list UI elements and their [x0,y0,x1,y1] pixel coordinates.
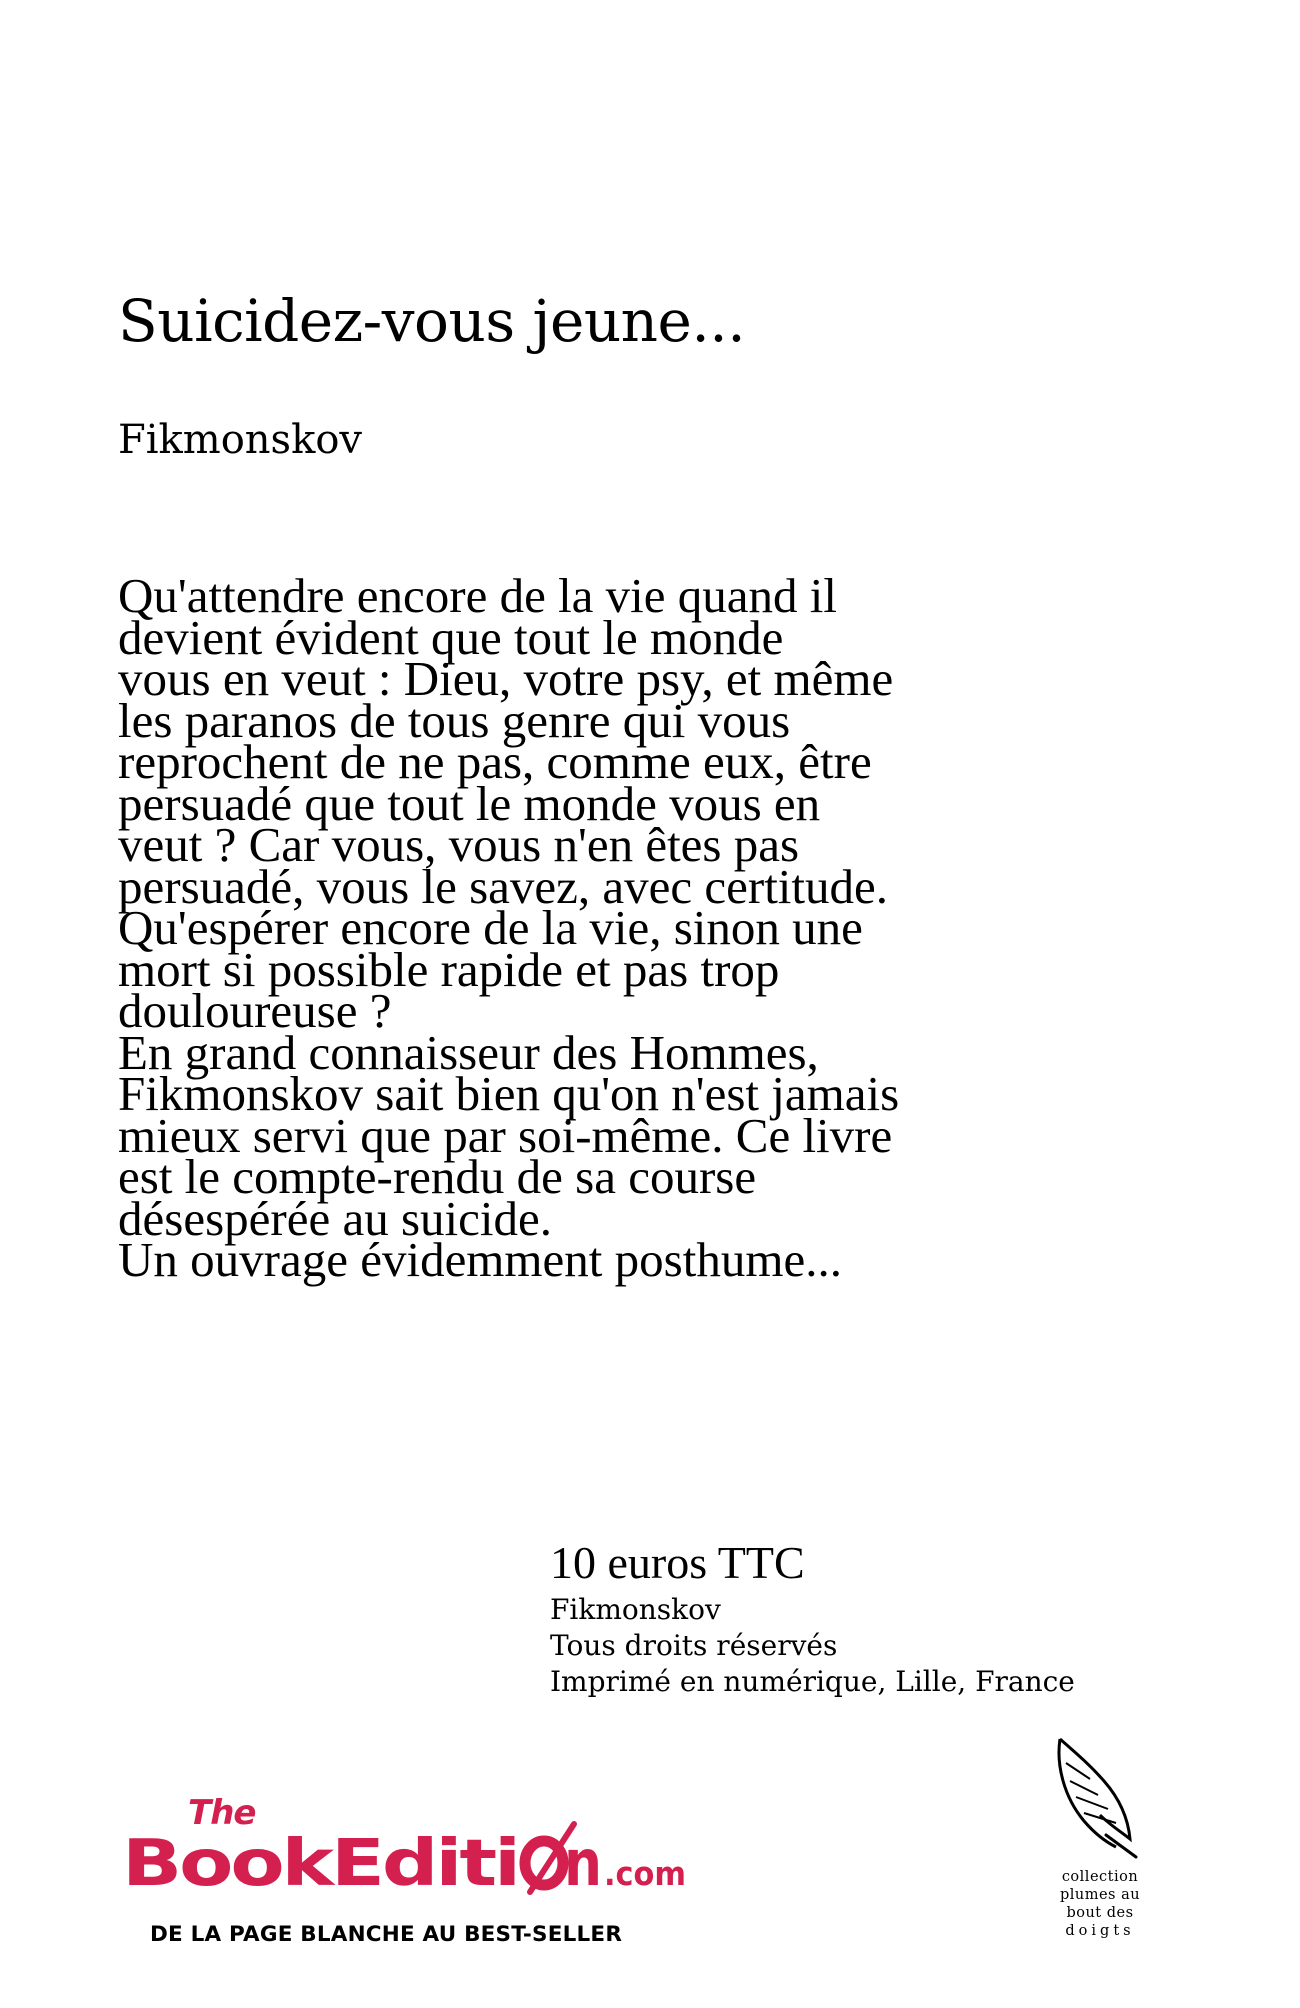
blurb-line: devient évident que tout le monde [118,609,784,665]
logo-book-edition: BookEditi [122,1827,518,1900]
colophon-printed: Imprimé en numérique, Lille, France [550,1665,1075,1698]
logo-the: The [188,1793,256,1833]
colophon-rights: Tous droits réservés [550,1629,838,1662]
collection-label [1040,1868,1160,1940]
book-author: Fikmonskov [118,417,363,463]
quill-icon [1046,1735,1146,1860]
blurb-line: désespérée au suicide. [118,1190,552,1246]
publisher-logo [122,1790,722,1900]
blurb-line: vous en veut : Dieu, votre psy, et même [118,651,894,706]
blurb-line: les paranos de tous genre qui vous [118,692,791,748]
blurb-line: douloureuse ? [118,983,392,1038]
blurb-line: Un ouvrage évidemment posthume... [118,1232,842,1287]
blurb [118,568,998,1287]
blurb-line: est le compte-rendu de sa course [118,1149,757,1204]
logo-com: .com [604,1854,686,1893]
blurb-line: Qu'attendre encore de la vie quand il [118,568,838,623]
collection-line: collection [1061,1869,1139,1885]
publisher-tagline: DE LA PAGE BLANCHE AU BEST-SELLER [150,1922,623,1947]
colophon [550,1592,1075,1700]
collection-line: doigts [1065,1923,1135,1939]
price: 10 euros TTC [550,1537,805,1588]
logo-n: n [564,1827,602,1900]
blurb-line: En grand connaisseur des Hommes, [118,1024,819,1080]
blurb-line: Fikmonskov sait bien qu'on n'est jamais [118,1066,900,1121]
blurb-line: Qu'espérer encore de la vie, sinon une [118,900,863,955]
blurb-line: reprochent de ne pas, comme eux, être [118,734,872,789]
book-title: Suicidez-vous jeune... [118,287,746,355]
colophon-author: Fikmonskov [550,1593,721,1626]
blurb-line: persuadé que tout le monde vous en [118,775,821,831]
blurb-line: mort si possible rapide et pas trop [118,941,780,997]
collection-line: bout des [1066,1905,1134,1921]
blurb-line: veut ? Car vous, vous n'en êtes pas [118,817,800,872]
blurb-line: mieux servi que par soi-même. Ce livre [118,1107,893,1163]
blurb-line: persuadé, vous le savez, avec certitude. [118,858,889,914]
collection-line: plumes au [1059,1887,1141,1903]
